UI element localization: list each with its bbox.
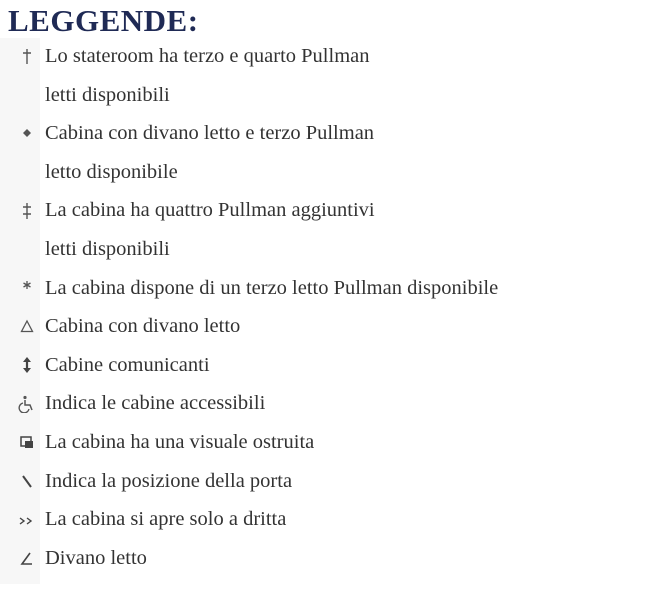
up-down-arrow-icon (14, 346, 40, 385)
dagger-icon (14, 37, 40, 76)
legend-item-text: letti disponibili (45, 237, 170, 260)
legend-item-text: Divano letto (45, 546, 147, 569)
legend-item-text: letto disponibile (45, 160, 178, 183)
double-chevron-icon (14, 500, 40, 539)
legend-item-text: Lo stateroom ha terzo e quarto Pullman (45, 45, 370, 67)
asterisk-icon (14, 269, 40, 308)
legend-item-text: Cabine comunicanti (45, 353, 210, 376)
legend-title: LEGGENDE: (8, 3, 199, 38)
diamond-icon (14, 114, 40, 153)
legend-item-text: letti disponibili (45, 83, 170, 106)
legend-item-text: La cabina dispone di un terzo letto Pullman disponibile (45, 276, 499, 299)
legend-item-text: Cabina con divano letto e terzo Pullman (45, 122, 375, 145)
legend-item-text: Indica la posizione della porta (45, 469, 293, 492)
sofa-bed-icon (14, 539, 40, 578)
obstructed-view-icon (14, 423, 40, 462)
wheelchair-icon (14, 384, 40, 423)
triangle-icon (14, 307, 40, 346)
door-position-icon (14, 462, 40, 501)
legend-item-text: Indica le cabine accessibili (45, 392, 266, 415)
legend-item-text: La cabina si apre solo a dritta (45, 508, 287, 531)
double-dagger-icon (14, 191, 40, 230)
legend-item-text: Cabina con divano letto (45, 315, 241, 338)
legend-item-text: La cabina ha una visuale ostruita (45, 430, 315, 453)
legend-item-text: La cabina ha quattro Pullman aggiuntivi (45, 199, 375, 222)
